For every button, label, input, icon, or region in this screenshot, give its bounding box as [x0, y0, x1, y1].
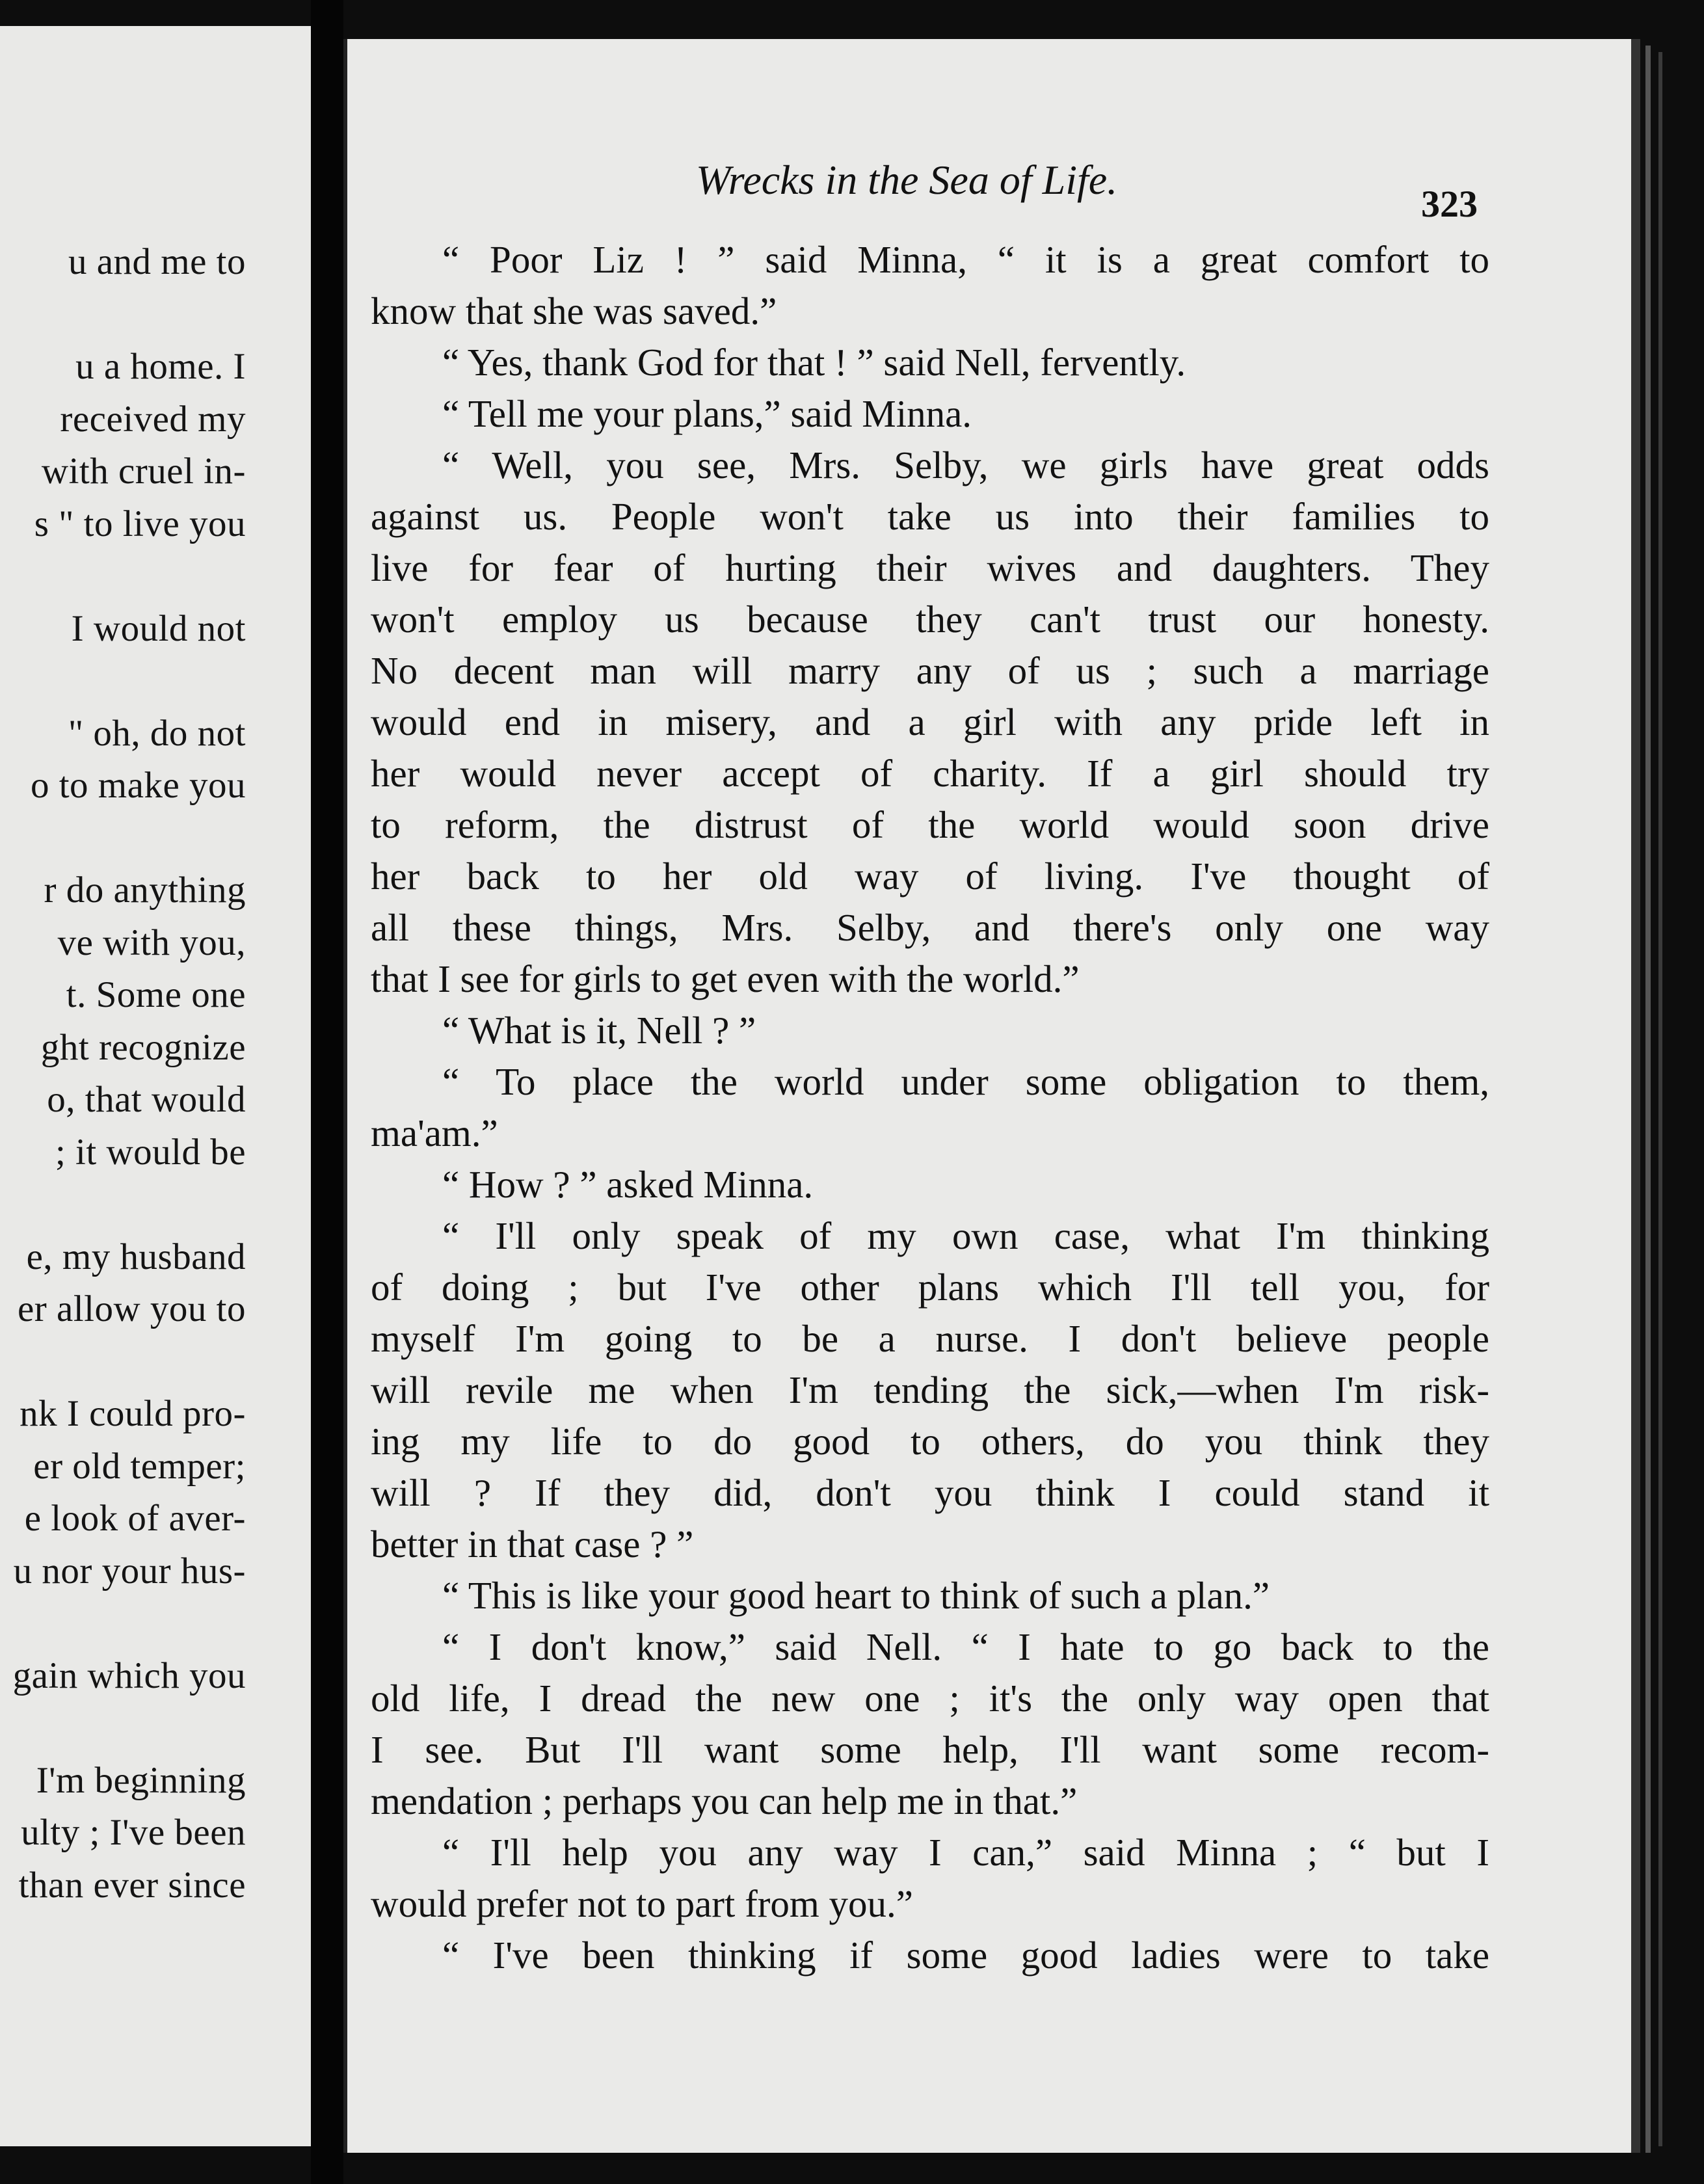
left-page-line: I'm beginning — [36, 1759, 246, 1801]
left-page-line: s " to live you — [34, 503, 246, 544]
text-line: I see. But I'll want some help, I'll want some recom- — [371, 1728, 1489, 1771]
body-text — [371, 234, 1489, 1981]
text-line: her would never accept of charity. If a girl should try — [371, 752, 1489, 795]
text-line: live for fear of hurting their wives and daughters. They — [371, 546, 1489, 589]
left-page-line: e, my husband — [26, 1236, 246, 1277]
text-line: that I see for girls to get even with the world.” — [371, 957, 1080, 1000]
text-line: will ? If they did, don't you think I could stand it — [371, 1471, 1489, 1514]
page-number: 323 — [1421, 183, 1478, 225]
book-gutter — [311, 0, 343, 2184]
left-page-line: received my — [60, 398, 246, 440]
text-line: of doing ; but I've other plans which I'll tell you, for — [371, 1266, 1489, 1309]
text-line: “ Poor Liz ! ” said Minna, “ it is a great comfort to — [442, 238, 1489, 281]
text-line: ma'am.” — [371, 1112, 498, 1154]
left-page-line: u and me to — [68, 241, 246, 282]
left-page-line: o, that would — [47, 1079, 246, 1120]
left-page-line: u nor your hus- — [13, 1550, 246, 1591]
left-page-line: with cruel in- — [41, 451, 246, 492]
text-line: would end in misery, and a girl with any pride left in — [371, 700, 1489, 743]
text-line: “ I don't know,” said Nell. “ I hate to go back to the — [442, 1625, 1489, 1668]
left-page-line: I would not — [71, 607, 246, 649]
text-line: “ Tell me your plans,” said Minna. — [442, 392, 972, 435]
text-line: to reform, the distrust of the world would soon drive — [371, 803, 1489, 846]
text-line: ing my life to do good to others, do you think they — [371, 1420, 1489, 1463]
text-line: “ Well, you see, Mrs. Selby, we girls have great odds — [442, 444, 1489, 486]
left-page-line: ; it would be — [55, 1131, 246, 1173]
text-line: against us. People won't take us into their families to — [371, 495, 1489, 538]
text-line: “ I'll only speak of my own case, what I'm thinking — [442, 1214, 1489, 1257]
text-line: her back to her old way of living. I've thought of — [371, 855, 1489, 898]
left-page-line: o to make you — [30, 765, 246, 806]
text-line: “ I'll help you any way I can,” said Minna ; “ but I — [442, 1831, 1489, 1874]
text-line: “ This is like your good heart to think of such a plan.” — [442, 1574, 1270, 1617]
text-line: would prefer not to part from you.” — [371, 1882, 913, 1925]
left-page-line: ght recognize — [40, 1026, 246, 1068]
left-page-line: ulty ; I've been — [21, 1812, 246, 1853]
text-line: better in that case ? ” — [371, 1523, 694, 1565]
left-page-line: e look of aver- — [24, 1498, 246, 1539]
text-line: will revile me when I'm tending the sick,—when I'm risk- — [371, 1368, 1489, 1411]
left-page-line: r do anything — [44, 870, 246, 911]
left-page-line: gain which you — [12, 1655, 246, 1696]
left-page-line: than ever since — [18, 1864, 246, 1906]
text-line: No decent man will marry any of us ; such a marriage — [371, 649, 1489, 692]
page-edge — [1645, 46, 1651, 2153]
text-line: know that she was saved.” — [371, 289, 777, 332]
left-page-line: er allow you to — [17, 1288, 246, 1329]
running-head: Wrecks in the Sea of Life. — [696, 157, 1118, 203]
left-page-line: ve with you, — [57, 922, 246, 963]
left-page-line: u a home. I — [75, 346, 246, 387]
text-line: won't employ us because they can't trust our honesty. — [371, 598, 1489, 641]
left-page-line: er old temper; — [33, 1445, 246, 1487]
page-edge — [1658, 52, 1662, 2146]
text-line: mendation ; perhaps you can help me in that.” — [371, 1779, 1078, 1822]
text-line: “ What is it, Nell ? ” — [442, 1009, 756, 1052]
text-line: “ I've been thinking if some good ladies were to take — [442, 1934, 1489, 1977]
left-page — [0, 26, 311, 2146]
left-page-line: t. Some one — [66, 974, 246, 1015]
text-line: all these things, Mrs. Selby, and there's only one way — [371, 906, 1489, 949]
text-line: “ Yes, thank God for that ! ” said Nell, fervently. — [442, 341, 1186, 384]
page-edge — [1631, 39, 1640, 2153]
text-line: “ How ? ” asked Minna. — [442, 1163, 814, 1206]
text-line: myself I'm going to be a nurse. I don't believe people — [371, 1317, 1489, 1360]
left-page-line: " oh, do not — [68, 712, 246, 754]
text-line: old life, I dread the new one ; it's the only way open that — [371, 1677, 1489, 1720]
left-page-line: nk I could pro- — [20, 1393, 246, 1434]
text-line: “ To place the world under some obligation to them, — [442, 1060, 1489, 1103]
